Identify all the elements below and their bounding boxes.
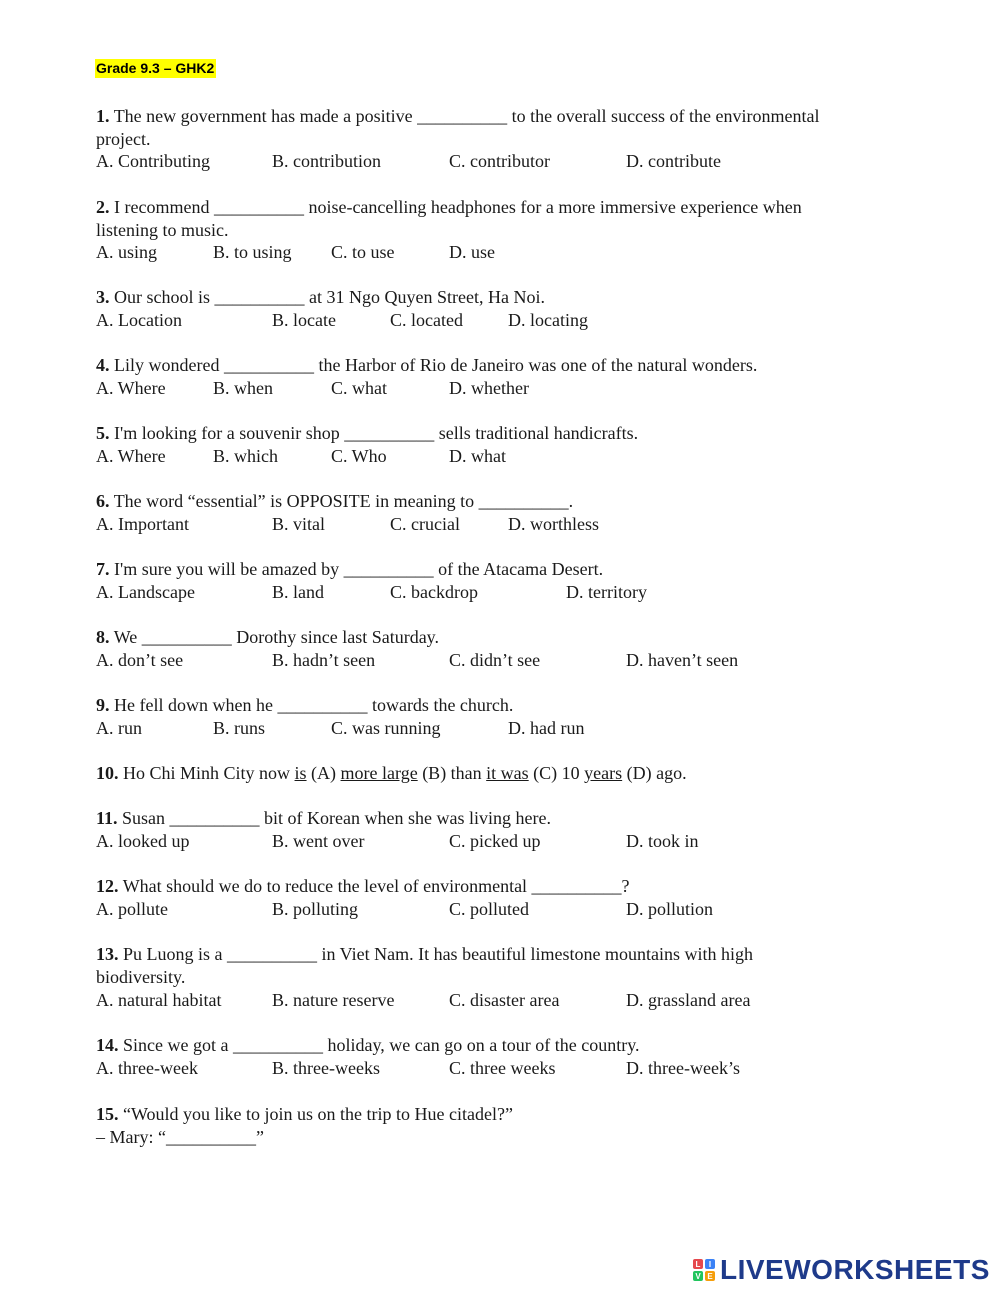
underlined-c: it was [486,763,529,783]
option-b[interactable]: B. when [213,378,273,398]
option-c[interactable]: C. crucial [390,514,460,534]
option-b[interactable]: B. to using [213,242,292,262]
question-5: 5. I'm looking for a souvenir shop __________ sells traditional handicrafts. [96,423,639,443]
option-d[interactable]: D. haven’t seen [626,650,739,670]
option-b[interactable]: B. contribution [272,151,381,171]
question-12: 12. What should we do to reduce the level of environmental __________? [96,876,630,896]
question-15-answer: – Mary: “__________” [96,1127,264,1147]
option-c[interactable]: C. what [331,378,387,398]
option-a[interactable]: A. Contributing [96,151,211,171]
liveworksheets-logo [693,1254,990,1285]
option-b[interactable]: B. locate [272,310,336,330]
underlined-d: years [584,763,623,783]
worksheet-title: Grade 9.3 – GHK2 [96,60,215,76]
option-b[interactable]: B. land [272,582,324,602]
option-b[interactable]: B. runs [213,718,266,738]
option-d[interactable]: D. had run [508,718,585,738]
option-c[interactable]: C. was running [331,718,441,738]
underlined-a: is [294,763,307,783]
option-d[interactable]: D. three-week’s [626,1058,740,1078]
question-13-cont: biodiversity. [96,967,186,987]
option-d[interactable]: D. whether [449,378,529,398]
options-2 [96,241,896,264]
option-b[interactable]: B. three-weeks [272,1058,380,1078]
option-c[interactable]: C. contributor [449,151,550,171]
option-c[interactable]: C. three weeks [449,1058,556,1078]
options-7 [96,581,896,604]
option-c[interactable]: C. located [390,310,463,330]
option-a[interactable]: A. don’t see [96,650,184,670]
question-1-cont: project. [96,129,151,149]
liveworksheets-icon: L I V E [693,1259,715,1281]
option-c[interactable]: C. Who [331,446,387,466]
question-2: 2. I recommend __________ noise-cancelling headphones for a more immersive experience when [96,197,802,217]
option-b[interactable]: B. nature reserve [272,990,395,1010]
option-d[interactable]: D. use [449,242,495,262]
question-7: 7. I'm sure you will be amazed by __________ of the Atacama Desert. [96,559,604,579]
options-1 [96,150,896,173]
options-14 [96,1057,896,1080]
option-d[interactable]: D. took in [626,831,699,851]
underlined-b: more large [340,763,418,783]
question-2-cont: listening to music. [96,220,229,240]
option-a[interactable]: A. pollute [96,899,168,919]
option-a[interactable]: A. Where [96,378,166,398]
options-11 [96,830,896,853]
options-3 [96,309,896,332]
option-d[interactable]: D. grassland area [626,990,751,1010]
option-d[interactable]: D. pollution [626,899,714,919]
option-a[interactable]: A. natural habitat [96,990,222,1010]
option-d[interactable]: D. territory [566,582,647,602]
option-a[interactable]: A. Where [96,446,166,466]
option-a[interactable]: A. looked up [96,831,190,851]
logo-text: LIVEWORKSHEETS [720,1254,990,1285]
option-a[interactable]: A. Location [96,310,182,330]
option-d[interactable]: D. what [449,446,506,466]
option-b[interactable]: B. vital [272,514,325,534]
question-6: 6. The word “essential” is OPPOSITE in meaning to __________. [96,491,574,511]
question-11: 11. Susan __________ bit of Korean when she was living here. [96,808,551,828]
option-d[interactable]: D. locating [508,310,588,330]
options-6 [96,513,896,536]
options-12 [96,898,896,921]
question-1: 1. The new government has made a positive __________ to the overall success of the environmental [96,106,820,126]
question-9: 9. He fell down when he __________ towards the church. [96,695,514,715]
option-b[interactable]: B. hadn’t seen [272,650,376,670]
question-8: 8. We __________ Dorothy since last Saturday. [96,627,440,647]
options-9 [96,717,896,740]
options-13 [96,989,896,1012]
option-c[interactable]: C. polluted [449,899,529,919]
option-c[interactable]: C. backdrop [390,582,478,602]
option-a[interactable]: A. Important [96,514,189,534]
option-b[interactable]: B. which [213,446,278,466]
option-c[interactable]: C. disaster area [449,990,560,1010]
question-3: 3. Our school is __________ at 31 Ngo Quyen Street, Ha Noi. [96,287,545,307]
option-b[interactable]: B. polluting [272,899,359,919]
option-c[interactable]: C. to use [331,242,395,262]
option-a[interactable]: A. run [96,718,142,738]
option-a[interactable]: A. three-week [96,1058,198,1078]
options-8 [96,649,896,672]
option-c[interactable]: C. picked up [449,831,541,851]
question-4: 4. Lily wondered __________ the Harbor of Rio de Janeiro was one of the natural wonders. [96,355,758,375]
question-15: 15. “Would you like to join us on the trip to Hue citadel?” [96,1104,513,1124]
question-10: 10. Ho Chi Minh City now is (A) more large (B) than it was (C) 10 years (D) ago. [96,763,687,783]
question-13: 13. Pu Luong is a __________ in Viet Nam. It has beautiful limestone mountains with high [96,944,754,964]
option-d[interactable]: D. worthless [508,514,599,534]
option-b[interactable]: B. went over [272,831,365,851]
option-a[interactable]: A. Landscape [96,582,195,602]
options-5 [96,445,896,468]
option-a[interactable]: A. using [96,242,158,262]
option-d[interactable]: D. contribute [626,151,721,171]
question-14: 14. Since we got a __________ holiday, we can go on a tour of the country. [96,1035,640,1055]
option-c[interactable]: C. didn’t see [449,650,541,670]
options-4 [96,377,896,400]
